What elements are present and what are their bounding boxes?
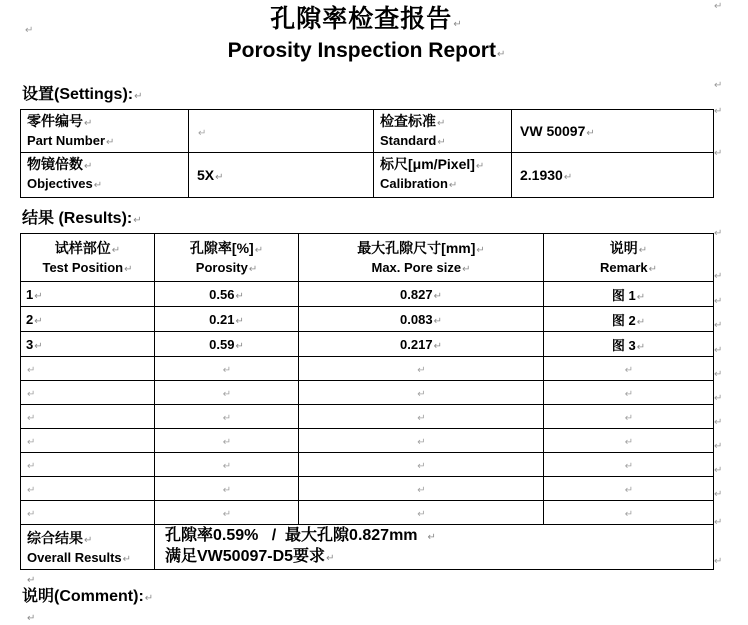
- result-2-porosity-cell: [155, 307, 299, 332]
- calibration-value-cell: [512, 153, 714, 198]
- line-break-mark-icon: ↵: [624, 460, 634, 472]
- line-break-mark-icon: ↵: [106, 137, 115, 148]
- line-break-mark-icon: ↵: [222, 388, 232, 400]
- line-break-mark-icon: ↵: [27, 460, 36, 472]
- objectives-label-en: Objectives: [27, 176, 93, 191]
- row-end-mark-icon: ↵: [714, 80, 723, 91]
- line-break-mark-icon: ↵: [122, 554, 132, 565]
- line-break-mark-icon: ↵: [27, 484, 36, 496]
- part-number-label-cell: [21, 110, 189, 153]
- header-test-position-en: Test Position: [42, 259, 124, 275]
- line-break-mark-icon: ↵: [448, 180, 458, 191]
- result-1-remark-cell: [544, 282, 714, 307]
- empty-cell: [21, 477, 155, 501]
- report-title-en-text: Porosity Inspection Report: [227, 39, 496, 62]
- row-end-mark-icon: ↵: [714, 320, 723, 331]
- empty-result-row: [21, 429, 714, 453]
- result-1-porosity-cell: [155, 282, 299, 307]
- line-break-mark-icon: ↵: [235, 315, 244, 327]
- paragraph-mark-icon: ↵: [27, 613, 36, 624]
- line-break-mark-icon: ↵: [235, 290, 244, 302]
- result-3-pore-size-cell: [299, 332, 544, 357]
- result-2-position: 2: [26, 311, 34, 327]
- result-row-1: [21, 282, 714, 307]
- paragraph-mark-icon: ↵: [453, 19, 463, 30]
- empty-paragraph: [26, 573, 713, 585]
- header-test-position-cn: 试样部位: [54, 239, 111, 256]
- empty-cell: [299, 429, 544, 453]
- empty-cell: [21, 501, 155, 525]
- header-pore-size-en: Max. Pore size: [371, 259, 462, 275]
- paragraph-mark-icon: ↵: [25, 25, 34, 36]
- line-break-mark-icon: ↵: [636, 341, 646, 353]
- empty-cell: [544, 381, 714, 405]
- standard-value: VW 50097: [520, 123, 586, 139]
- line-break-mark-icon: ↵: [417, 412, 426, 424]
- header-pore-size-cn: 最大孔隙尺寸[mm]: [357, 239, 476, 256]
- line-break-mark-icon: ↵: [437, 137, 446, 148]
- line-break-mark-icon: ↵: [586, 128, 595, 139]
- empty-cell: [155, 429, 299, 453]
- header-porosity: [155, 234, 299, 282]
- objectives-value-cell: [189, 153, 374, 198]
- paragraph-mark-icon: ↵: [144, 593, 154, 604]
- empty-result-row: [21, 405, 714, 429]
- calibration-label-cn: 标尺[μm/Pixel]: [380, 156, 475, 172]
- empty-cell: [544, 429, 714, 453]
- result-2-pore-size-cell: [299, 307, 544, 332]
- line-break-mark-icon: ↵: [624, 484, 634, 496]
- empty-cell: [544, 357, 714, 381]
- result-3-porosity-cell: [155, 332, 299, 357]
- calibration-value: 2.1930: [520, 167, 563, 183]
- result-3-porosity: 0.59: [209, 336, 235, 352]
- line-break-mark-icon: ↵: [563, 172, 573, 183]
- line-break-mark-icon: ↵: [437, 118, 446, 129]
- line-break-mark-icon: ↵: [417, 388, 426, 400]
- line-break-mark-icon: ↵: [624, 508, 634, 520]
- overall-results-label-en: Overall Results: [27, 550, 122, 565]
- row-end-mark-icon: ↵: [714, 148, 723, 159]
- line-break-mark-icon: ↵: [222, 484, 232, 496]
- header-remark-en: Remark: [599, 259, 648, 275]
- result-row-3: [21, 332, 714, 357]
- empty-cell: [21, 405, 155, 429]
- results-section-label: 结果 (Results):: [22, 210, 133, 227]
- row-end-mark-icon: ↵: [714, 465, 723, 476]
- part-number-label-cn: 零件编号: [27, 113, 83, 129]
- paragraph-mark-icon: ↵: [133, 215, 142, 226]
- line-break-mark-icon: ↵: [222, 436, 232, 448]
- line-break-mark-icon: ↵: [417, 460, 426, 472]
- line-break-mark-icon: ↵: [624, 412, 634, 424]
- empty-cell: [299, 453, 544, 477]
- result-2-remark: 图 2: [611, 312, 636, 328]
- line-break-mark-icon: ↵: [427, 532, 436, 543]
- result-3-position-cell: [21, 332, 155, 357]
- empty-cell: [299, 405, 544, 429]
- line-break-mark-icon: ↵: [124, 263, 133, 275]
- result-3-remark-cell: [544, 332, 714, 357]
- line-break-mark-icon: ↵: [235, 340, 244, 352]
- row-end-mark-icon: ↵: [714, 296, 723, 307]
- objectives-value: 5X: [197, 167, 215, 183]
- line-break-mark-icon: ↵: [417, 508, 426, 520]
- empty-cell: [544, 453, 714, 477]
- line-break-mark-icon: ↵: [248, 263, 258, 275]
- result-1-pore-size-cell: [299, 282, 544, 307]
- line-break-mark-icon: ↵: [648, 263, 658, 275]
- line-break-mark-icon: ↵: [34, 290, 43, 302]
- result-1-position-cell: [21, 282, 155, 307]
- empty-result-row: [21, 357, 714, 381]
- standard-label-cn: 检查标准: [380, 113, 436, 129]
- empty-cell: [155, 453, 299, 477]
- empty-result-row: [21, 453, 714, 477]
- empty-paragraph: [26, 611, 713, 623]
- empty-cell: [299, 357, 544, 381]
- result-1-porosity: 0.56: [209, 286, 235, 302]
- comment-section-label: 说明(Comment):: [22, 588, 144, 605]
- empty-cell: [155, 381, 299, 405]
- overall-results-value-cell: [155, 525, 714, 570]
- results-section-header: [22, 209, 713, 230]
- paragraph-mark-icon: ↵: [714, 556, 723, 567]
- empty-result-row: [21, 501, 714, 525]
- header-remark-cn: 说明: [609, 239, 638, 256]
- line-break-mark-icon: ↵: [326, 553, 335, 564]
- part-number-value-cell: [189, 110, 374, 153]
- empty-cell: [544, 477, 714, 501]
- line-break-mark-icon: ↵: [27, 508, 36, 520]
- line-break-mark-icon: ↵: [93, 180, 103, 191]
- result-1-pore-size: 0.827: [400, 286, 433, 302]
- row-end-mark-icon: ↵: [714, 1, 723, 12]
- overall-results-row: [21, 525, 714, 570]
- line-break-mark-icon: ↵: [476, 244, 485, 256]
- result-3-position: 3: [26, 336, 34, 352]
- empty-cell: [299, 501, 544, 525]
- line-break-mark-icon: ↵: [417, 364, 426, 376]
- line-break-mark-icon: ↵: [624, 364, 634, 376]
- row-end-mark-icon: ↵: [714, 369, 723, 380]
- calibration-label-cell: [374, 153, 512, 198]
- line-break-mark-icon: ↵: [27, 436, 36, 448]
- line-break-mark-icon: ↵: [433, 315, 442, 327]
- line-break-mark-icon: ↵: [475, 161, 485, 172]
- report-title-cn: [20, 5, 713, 38]
- row-end-mark-icon: ↵: [714, 489, 723, 500]
- row-end-mark-icon: ↵: [714, 228, 723, 239]
- result-2-pore-size: 0.083: [400, 311, 433, 327]
- comment-section-header: [22, 587, 713, 608]
- paragraph-mark-icon: ↵: [27, 575, 36, 586]
- empty-cell: [21, 357, 155, 381]
- line-break-mark-icon: ↵: [84, 161, 93, 172]
- line-break-mark-icon: ↵: [222, 364, 232, 376]
- line-break-mark-icon: ↵: [417, 436, 426, 448]
- header-remark: [544, 234, 714, 282]
- row-end-mark-icon: ↵: [714, 345, 723, 356]
- row-end-mark-icon: ↵: [714, 417, 723, 428]
- objectives-label-cell: [21, 153, 189, 198]
- standard-label-cell: [374, 110, 512, 153]
- empty-cell: [21, 381, 155, 405]
- settings-table: [20, 109, 714, 198]
- line-break-mark-icon: ↵: [27, 364, 36, 376]
- paragraph-mark-icon: ↵: [496, 49, 506, 60]
- settings-row-2: [21, 153, 714, 198]
- line-break-mark-icon: ↵: [27, 388, 36, 400]
- calibration-label-en: Calibration: [380, 176, 448, 191]
- paragraph-mark-icon: ↵: [134, 91, 143, 102]
- line-break-mark-icon: ↵: [433, 290, 442, 302]
- result-3-remark: 图 3: [611, 337, 636, 353]
- objectives-label-cn: 物镜倍数: [27, 156, 83, 172]
- line-break-mark-icon: ↵: [636, 316, 646, 328]
- empty-result-row: [21, 477, 714, 501]
- overall-summary-line1: 孔隙率0.59% / 最大孔隙0.827mm: [165, 527, 427, 544]
- standard-label-en: Standard: [380, 133, 437, 148]
- row-end-mark-icon: ↵: [714, 517, 723, 528]
- line-break-mark-icon: ↵: [433, 340, 442, 352]
- empty-cell: [155, 501, 299, 525]
- line-break-mark-icon: ↵: [34, 315, 43, 327]
- report-title-cn-text: 孔隙率检查报告: [270, 4, 453, 33]
- empty-cell: [299, 381, 544, 405]
- empty-cell: [544, 405, 714, 429]
- settings-section-header: [22, 85, 713, 106]
- line-break-mark-icon: ↵: [636, 291, 646, 303]
- result-row-2: [21, 307, 714, 332]
- line-break-mark-icon: ↵: [34, 340, 43, 352]
- results-header-row: [21, 234, 714, 282]
- part-number-label-en: Part Number: [27, 133, 106, 148]
- line-break-mark-icon: ↵: [215, 172, 224, 183]
- result-1-remark: 图 1: [611, 287, 636, 303]
- overall-results-label-cn: 综合结果: [27, 530, 83, 546]
- empty-result-row: [21, 381, 714, 405]
- header-pore-size: [299, 234, 544, 282]
- empty-cell: [21, 429, 155, 453]
- line-break-mark-icon: ↵: [222, 508, 232, 520]
- overall-summary-line2: 满足VW50097-D5要求: [165, 548, 326, 565]
- line-break-mark-icon: ↵: [222, 460, 232, 472]
- empty-cell: [544, 501, 714, 525]
- empty-cell: [155, 357, 299, 381]
- line-break-mark-icon: ↵: [624, 388, 634, 400]
- row-end-mark-icon: ↵: [714, 271, 723, 282]
- line-break-mark-icon: ↵: [462, 263, 471, 275]
- row-end-mark-icon: ↵: [714, 441, 723, 452]
- header-porosity-en: Porosity: [195, 259, 248, 275]
- settings-section-label: 设置(Settings):: [22, 86, 134, 103]
- empty-cell: [155, 405, 299, 429]
- standard-value-cell: [512, 110, 714, 153]
- settings-row-1: [21, 110, 714, 153]
- overall-results-label-cell: [21, 525, 155, 570]
- report-content: [20, 0, 713, 623]
- line-break-mark-icon: ↵: [638, 244, 648, 256]
- line-break-mark-icon: ↵: [111, 244, 121, 256]
- result-2-position-cell: [21, 307, 155, 332]
- result-2-porosity: 0.21: [209, 311, 235, 327]
- result-3-pore-size: 0.217: [400, 336, 433, 352]
- line-break-mark-icon: ↵: [84, 118, 93, 129]
- result-1-position: 1: [26, 286, 34, 302]
- line-break-mark-icon: ↵: [254, 244, 264, 256]
- empty-cell: [21, 453, 155, 477]
- line-break-mark-icon: ↵: [222, 412, 232, 424]
- empty-cell: [299, 477, 544, 501]
- line-break-mark-icon: ↵: [84, 535, 93, 546]
- line-break-mark-icon: ↵: [27, 412, 36, 424]
- header-test-position: [21, 234, 155, 282]
- result-2-remark-cell: [544, 307, 714, 332]
- report-title-en: [20, 38, 713, 68]
- line-break-mark-icon: ↵: [624, 436, 634, 448]
- line-break-mark-icon: ↵: [417, 484, 426, 496]
- row-end-mark-icon: ↵: [714, 393, 723, 404]
- results-table: [20, 233, 714, 570]
- empty-cell: [155, 477, 299, 501]
- row-end-mark-icon: ↵: [714, 106, 723, 117]
- line-break-mark-icon: ↵: [198, 128, 207, 139]
- header-porosity-cn: 孔隙率[%]: [189, 239, 254, 256]
